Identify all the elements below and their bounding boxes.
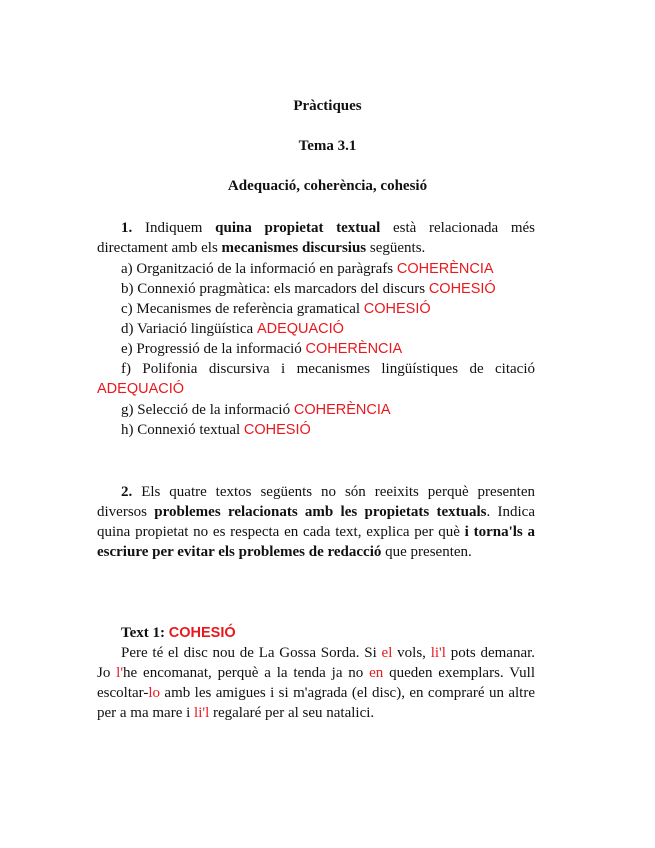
list-item xyxy=(121,299,431,319)
highlighted-word: el xyxy=(381,645,393,661)
list-item xyxy=(121,400,391,420)
question-2-number: 2. xyxy=(121,484,133,500)
question-1-number: 1. xyxy=(121,220,133,236)
answer-badge: ADEQUACIÓ xyxy=(97,381,185,397)
q1-bold-b: mecanismes discursius xyxy=(221,240,367,256)
list-item xyxy=(121,420,311,440)
answer-badge: COHERÈNCIA xyxy=(293,402,391,418)
q2-text-a: Els quatre textos següents no són reeixits perquè presenten diversos xyxy=(97,484,536,520)
answer-badge: COHERÈNCIA xyxy=(396,261,494,277)
list-item xyxy=(121,279,496,299)
text-1-segment: Pere té el disc nou de La Gossa Sorda. Si xyxy=(121,645,377,661)
q1-bold-a: quina propietat textual xyxy=(215,220,381,236)
text-1-heading xyxy=(121,623,236,643)
text-1-body xyxy=(97,643,535,723)
q2-bold-b: i torna'ls a escriure per evitar els problemes de redacció xyxy=(97,524,535,560)
highlighted-word: en xyxy=(369,665,384,681)
list-item xyxy=(121,319,344,339)
q1-text-b: està relacionada més directament amb els xyxy=(97,220,535,256)
text-1-label: Text 1: xyxy=(121,625,166,641)
highlighted-word: lo xyxy=(148,685,161,701)
item-text: h) Connexió textual xyxy=(121,422,241,438)
answer-badge: ADEQUACIÓ xyxy=(256,321,344,337)
text-1-segment: amb les amigues i si m'agrada (el disc), en compraré un altre per a ma mare i xyxy=(97,685,535,721)
item-text: a) Organització de la informació en paràgrafs xyxy=(121,261,394,277)
q2-text-b: . Indica quina propietat no es respecta en cada text, explica per què xyxy=(97,504,535,540)
answer-badge: COHERÈNCIA xyxy=(305,341,403,357)
question-2 xyxy=(97,482,535,562)
item-text: e) Progressió de la informació xyxy=(121,341,302,357)
text-1-segment: he encomanat, perquè a la tenda ja no xyxy=(123,665,364,681)
item-text: c) Mecanismes de referència gramatical xyxy=(121,301,361,317)
highlighted-word: li'l xyxy=(430,645,446,661)
answer-badge: COHESIÓ xyxy=(428,281,496,297)
text-1-answer: COHESIÓ xyxy=(168,625,236,641)
highlighted-word: li'l xyxy=(194,705,210,721)
item-text: f) Polifonia discursiva i mecanismes lingüístiques de citació xyxy=(121,361,535,377)
q1-text-c: següents. xyxy=(369,240,426,256)
topic-heading: Tema 3.1 xyxy=(298,138,357,154)
list-item xyxy=(97,359,535,399)
page-title: Pràctiques xyxy=(293,98,362,114)
subtitle-heading: Adequació, coherència, cohesió xyxy=(227,178,428,194)
item-text: g) Selecció de la informació xyxy=(121,402,291,418)
answer-badge: COHESIÓ xyxy=(243,422,311,438)
q2-bold-a: problemes relacionats amb les propietats textuals xyxy=(154,504,487,520)
list-item xyxy=(121,339,402,359)
highlighted-word: l' xyxy=(116,665,124,681)
answer-badge: COHESIÓ xyxy=(363,301,431,317)
text-1-segment: regalaré per al seu natalici. xyxy=(213,705,375,721)
item-text: b) Connexió pragmàtica: els marcadors del discurs xyxy=(121,281,426,297)
list-item xyxy=(121,259,494,279)
item-text: d) Variació lingüística xyxy=(121,321,254,337)
text-1-segment: vols, xyxy=(397,645,426,661)
q2-text-c: que presenten. xyxy=(385,544,472,560)
question-1-intro xyxy=(97,218,535,258)
text-1-segment: queden exemplars. Vull escoltar- xyxy=(97,665,535,701)
q1-text-a: Indiquem xyxy=(144,220,203,236)
text-1-segment: pots demanar. Jo xyxy=(97,645,536,681)
